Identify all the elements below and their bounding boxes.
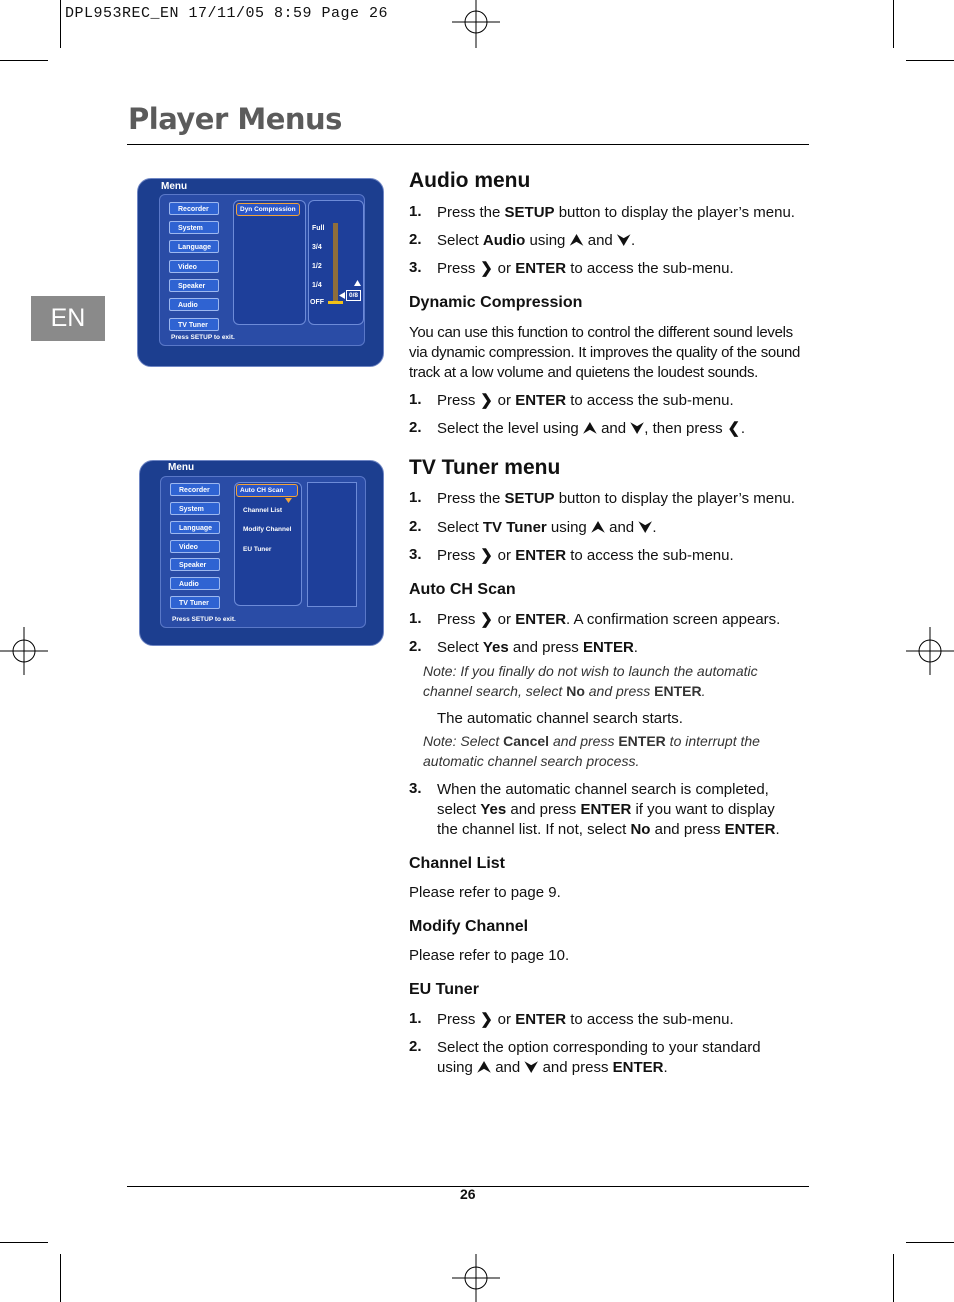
left-arrow-icon: ❮ (727, 420, 741, 437)
registration-mark-icon (452, 0, 500, 48)
step-number: 3. (409, 546, 422, 563)
step-number: 1. (409, 489, 422, 506)
audio-menu-screen (137, 178, 384, 367)
crop-mark (893, 0, 894, 48)
step-text: Press the SETUP button to display the player’s menu. (437, 204, 795, 221)
step-number: 2. (409, 518, 422, 535)
menu-item-tv-tuner[interactable]: TV Tuner (169, 318, 219, 331)
step-number: 2. (409, 419, 422, 436)
registration-mark-icon (906, 627, 954, 675)
step-number: 1. (409, 391, 422, 408)
right-arrow-icon: ❯ (480, 260, 493, 277)
up-arrow-icon: ⮝ (477, 1059, 491, 1076)
step-text: Select the option corresponding to your standard using ⮝ and ⮟ and press ENTER. (437, 1039, 761, 1076)
step-number: 3. (409, 780, 422, 797)
step-text: Press ❯ or ENTER to access the sub-menu. (437, 547, 734, 564)
left-arrow-icon (339, 292, 345, 299)
crop-mark (906, 1242, 954, 1243)
tv-tuner-menu-heading: TV Tuner menu (409, 456, 561, 479)
level-label: 1/4 (312, 282, 322, 289)
menu-item-system[interactable]: System (169, 221, 219, 234)
right-arrow-icon: ❯ (480, 1011, 493, 1028)
level-label: 1/2 (312, 263, 322, 270)
step-number: 2. (409, 1038, 422, 1055)
level-slider[interactable] (333, 223, 338, 301)
crop-mark (60, 0, 61, 48)
sub-item-auto-ch-scan[interactable]: Auto CH Scan (236, 484, 298, 497)
up-arrow-icon: ⮝ (591, 519, 605, 536)
down-arrow-icon: ⮟ (525, 1059, 538, 1076)
chevron-down-icon (285, 498, 292, 503)
step-text: Press ❯ or ENTER. A confirmation screen appears. (437, 611, 781, 628)
note: Note: Select Cancel and press ENTER to interrupt the automatic channel search process. (423, 733, 760, 769)
up-arrow-icon: ⮝ (570, 232, 583, 249)
eu-tuner-heading: EU Tuner (409, 981, 479, 998)
step-text: When the automatic channel search is completed, select Yes and press ENTER if you want to display the channel list. If not, select No and press ENTER. (437, 781, 780, 838)
sub-item-eu-tuner[interactable]: EU Tuner (243, 546, 272, 553)
right-arrow-icon: ❯ (480, 611, 493, 628)
title-rule (127, 144, 809, 145)
auto-ch-scan-heading: Auto CH Scan (409, 581, 516, 598)
right-arrow-icon: ❯ (480, 547, 493, 564)
sub-menu-panel (233, 200, 306, 325)
crop-mark (893, 1254, 894, 1302)
modify-channel-heading: Modify Channel (409, 918, 529, 935)
crop-mark (906, 60, 954, 61)
menu-frame (160, 476, 366, 628)
level-label: 3/4 (312, 244, 322, 251)
page-title: Player Menus (128, 102, 342, 136)
tv-tuner-menu-screen (139, 460, 384, 646)
down-arrow-icon: ⮟ (630, 420, 644, 437)
right-panel (307, 482, 357, 607)
menu-item-language[interactable]: Language (169, 240, 219, 253)
dynamic-compression-body: You can use this function to control the different sound levels via dynamic compression. It improves the quality of the sound track at a low volume and quietens the loudest sounds. (409, 324, 801, 381)
step-number: 3. (409, 259, 422, 276)
page-number: 26 (460, 1186, 476, 1202)
level-label: Full (312, 225, 325, 232)
step-text: Press ❯ or ENTER to access the sub-menu. (437, 1011, 734, 1028)
level-slider-handle[interactable] (328, 301, 343, 304)
print-header: DPL953REC_EN 17/11/05 8:59 Page 26 (65, 5, 389, 22)
menu-item-speaker[interactable]: Speaker (170, 558, 220, 571)
audio-menu-heading: Audio menu (409, 169, 531, 192)
menu-item-video[interactable]: Video (170, 540, 220, 553)
level-value: 0/8 (346, 290, 361, 301)
note: Note: If you finally do not wish to launch the automatic channel search, select No and press ENTER. (423, 663, 758, 699)
step-text: Select Yes and press ENTER. (437, 639, 638, 656)
language-tab: EN (31, 296, 105, 341)
level-panel (308, 200, 364, 325)
step-text: Press ❯ or ENTER to access the sub-menu. (437, 392, 734, 409)
step-text: Select Audio using ⮝ and ⮟. (437, 232, 636, 249)
sub-item-channel-list[interactable]: Channel List (243, 507, 283, 514)
sub-item-dyn-compression[interactable]: Dyn Compression (236, 203, 300, 216)
crop-mark (0, 60, 48, 61)
step-text: Select the level using ⮝ and ⮟, then press ❮. (437, 420, 746, 437)
step-text: Press the SETUP button to display the player’s menu. (437, 490, 795, 507)
step-text: Select TV Tuner using ⮝ and ⮟. (437, 519, 657, 536)
scan-starts-text: The automatic channel search starts. (437, 710, 683, 727)
crop-mark (60, 1254, 61, 1302)
menu-item-recorder[interactable]: Recorder (170, 483, 220, 496)
step-number: 1. (409, 610, 422, 627)
sub-menu-panel (234, 482, 302, 606)
exit-hint: Press SETUP to exit. (172, 616, 236, 623)
modify-channel-body: Please refer to page 10. (409, 947, 570, 964)
menu-item-video[interactable]: Video (169, 260, 219, 273)
menu-frame (159, 194, 365, 346)
menu-item-recorder[interactable]: Recorder (169, 202, 219, 215)
registration-mark-icon (452, 1254, 500, 1302)
menu-item-system[interactable]: System (170, 502, 220, 515)
crop-mark (0, 1242, 48, 1243)
step-number: 1. (409, 203, 422, 220)
level-label: OFF (310, 299, 324, 306)
step-number: 1. (409, 1010, 422, 1027)
menu-title: Menu (161, 181, 188, 192)
menu-item-audio[interactable]: Audio (170, 577, 220, 590)
up-arrow-icon (354, 280, 361, 286)
menu-title: Menu (168, 462, 195, 473)
right-arrow-icon: ❯ (480, 392, 493, 409)
down-arrow-icon: ⮟ (617, 232, 631, 249)
dynamic-compression-heading: Dynamic Compression (409, 294, 583, 311)
up-arrow-icon: ⮝ (583, 420, 597, 437)
menu-item-tv-tuner[interactable]: TV Tuner (170, 596, 220, 609)
channel-list-body: Please refer to page 9. (409, 884, 561, 901)
menu-item-language[interactable]: Language (170, 521, 220, 534)
channel-list-heading: Channel List (409, 855, 506, 872)
down-arrow-icon: ⮟ (638, 519, 652, 536)
sub-item-modify-channel[interactable]: Modify Channel (243, 526, 292, 533)
exit-hint: Press SETUP to exit. (171, 334, 235, 341)
step-number: 2. (409, 638, 422, 655)
step-number: 2. (409, 231, 422, 248)
registration-mark-icon (0, 627, 48, 675)
menu-item-speaker[interactable]: Speaker (169, 279, 219, 292)
step-text: Press ❯ or ENTER to access the sub-menu. (437, 260, 734, 277)
menu-item-audio[interactable]: Audio (169, 298, 219, 311)
